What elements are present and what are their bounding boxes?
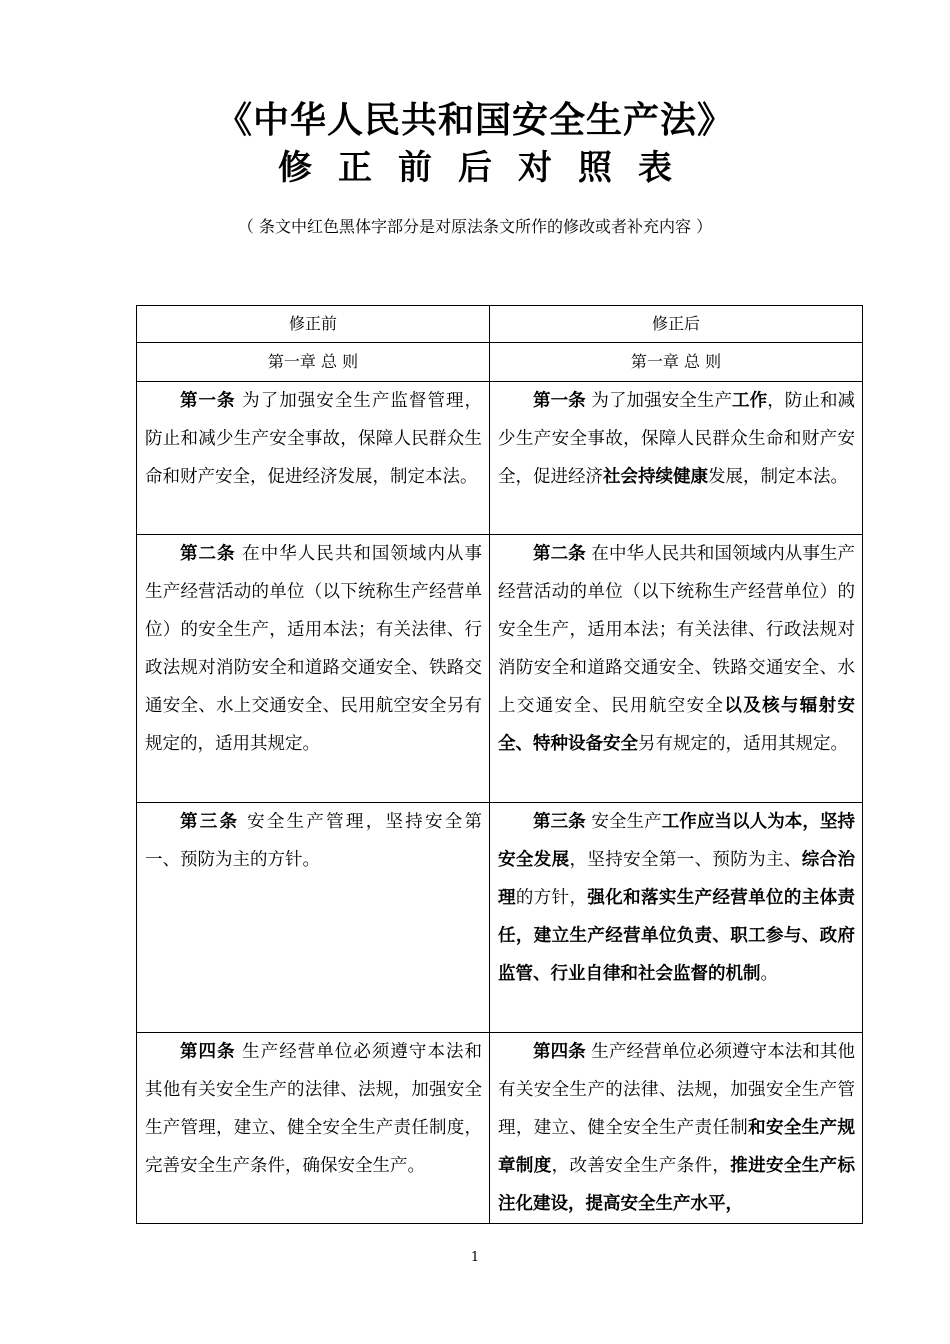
modified-text: 强化和落实生产经营单位的主体责任，建立生产经营单位负责、职工参与、政府监管、行业自律和社会监督的机制 <box>498 888 856 984</box>
article-segment: 在中华人民共和国领域内从事生产经营活动的单位（以下统称生产经营单位）的安全生产，适用本法；有关法律、行政法规对消防安全和道路交通安全、铁路交通安全、水上交通安全、民用航空安全 <box>498 544 856 716</box>
article-label: 第三条 <box>180 812 240 832</box>
article-segment: 为了加强安全生产 <box>585 391 733 411</box>
document-subtitle: 修正前后对照表 <box>278 148 698 188</box>
article-before-cell <box>137 803 490 1033</box>
article-label: 第一条 <box>533 391 586 411</box>
article-text <box>145 803 482 879</box>
article-label: 第三条 <box>533 812 586 832</box>
article-segment: 安全生产管理，坚持安全第一、预防为主的方针。 <box>145 812 483 870</box>
article-label: 第四条 <box>180 1042 236 1062</box>
article-text <box>145 1033 482 1185</box>
article-segment: ，改善安全生产条件， <box>551 1156 731 1176</box>
table-row <box>137 1033 863 1224</box>
comparison-table <box>136 305 863 1224</box>
chapter-row <box>137 343 863 382</box>
article-label: 第一条 <box>180 391 236 411</box>
chapter-after: 第一章 总 则 <box>490 343 863 382</box>
modified-text: 推进安全生产标注化建设，提高安全生产水平， <box>498 1156 856 1214</box>
article-label: 第二条 <box>533 544 586 564</box>
modified-text: 工作 <box>732 391 768 411</box>
article-label: 第二条 <box>180 544 236 564</box>
article-segment: 。 <box>760 964 778 984</box>
table-row <box>137 382 863 535</box>
article-segment: 安全生产 <box>585 812 662 832</box>
article-text <box>145 382 482 496</box>
article-segment: 在中华人民共和国领域内从事生产经营活动的单位（以下统称生产经营单位）的安全生产，适用本法；有关法律、行政法规对消防安全和道路交通安全、铁路交通安全、水上交通安全、民用航空安全另有规定的，适用其规定。 <box>145 544 483 754</box>
modified-text: 综合治理 <box>498 850 856 908</box>
modified-text: 社会持续健康 <box>603 467 708 487</box>
article-segment: 生产经营单位必须遵守本法和其他有关安全生产的法律、法规，加强安全生产管理，建立、健全安全生产责任制度，完善安全生产条件，确保安全生产。 <box>145 1042 483 1176</box>
article-text <box>498 1033 855 1223</box>
modified-text: 和安全生产规章制度 <box>498 1118 856 1176</box>
article-after-cell <box>490 535 863 803</box>
modified-text: 以及核与辐射安全、特种设备安全 <box>498 696 856 754</box>
article-after-cell <box>490 382 863 535</box>
table-row <box>137 803 863 1033</box>
article-segment: ，防止和减少生产安全事故，保障人民群众生命和财产安全，促进经济 <box>498 391 856 487</box>
article-segment: 生产经营单位必须遵守本法和其他有关安全生产的法律、法规，加强安全生产管理，建立、健全安全生产责任制 <box>498 1042 856 1138</box>
header-before: 修正前 <box>137 306 490 343</box>
table-header-row <box>137 306 863 343</box>
article-after-cell <box>490 1033 863 1224</box>
article-before-cell <box>137 535 490 803</box>
article-after-cell <box>490 803 863 1033</box>
table-row <box>137 535 863 803</box>
article-segment: 发展，制定本法。 <box>708 467 848 487</box>
article-text <box>498 535 855 763</box>
article-text <box>498 803 855 993</box>
article-text <box>145 535 482 763</box>
document-note: （ 条文中红色黑体字部分是对原法条文所作的修改或者补充内容 ） <box>237 217 713 236</box>
article-before-cell <box>137 382 490 535</box>
document-title: 《中华人民共和国安全生产法》 <box>215 99 734 141</box>
article-segment: ，坚持安全第一、预防为主、 <box>569 850 802 870</box>
header-after: 修正后 <box>490 306 863 343</box>
chapter-before: 第一章 总 则 <box>137 343 490 382</box>
page-number: 1 <box>470 1250 480 1265</box>
modified-text: 工作应当以人为本，坚持安全发展 <box>498 812 856 870</box>
article-text <box>498 382 855 496</box>
article-before-cell <box>137 1033 490 1224</box>
article-segment: 另有规定的，适用其规定。 <box>638 734 848 754</box>
article-segment: 的方针， <box>515 888 588 908</box>
article-label: 第四条 <box>533 1042 586 1062</box>
article-segment: 为了加强安全生产监督管理，防止和减少生产安全事故，保障人民群众生命和财产安全，促进经济发展，制定本法。 <box>145 391 483 487</box>
